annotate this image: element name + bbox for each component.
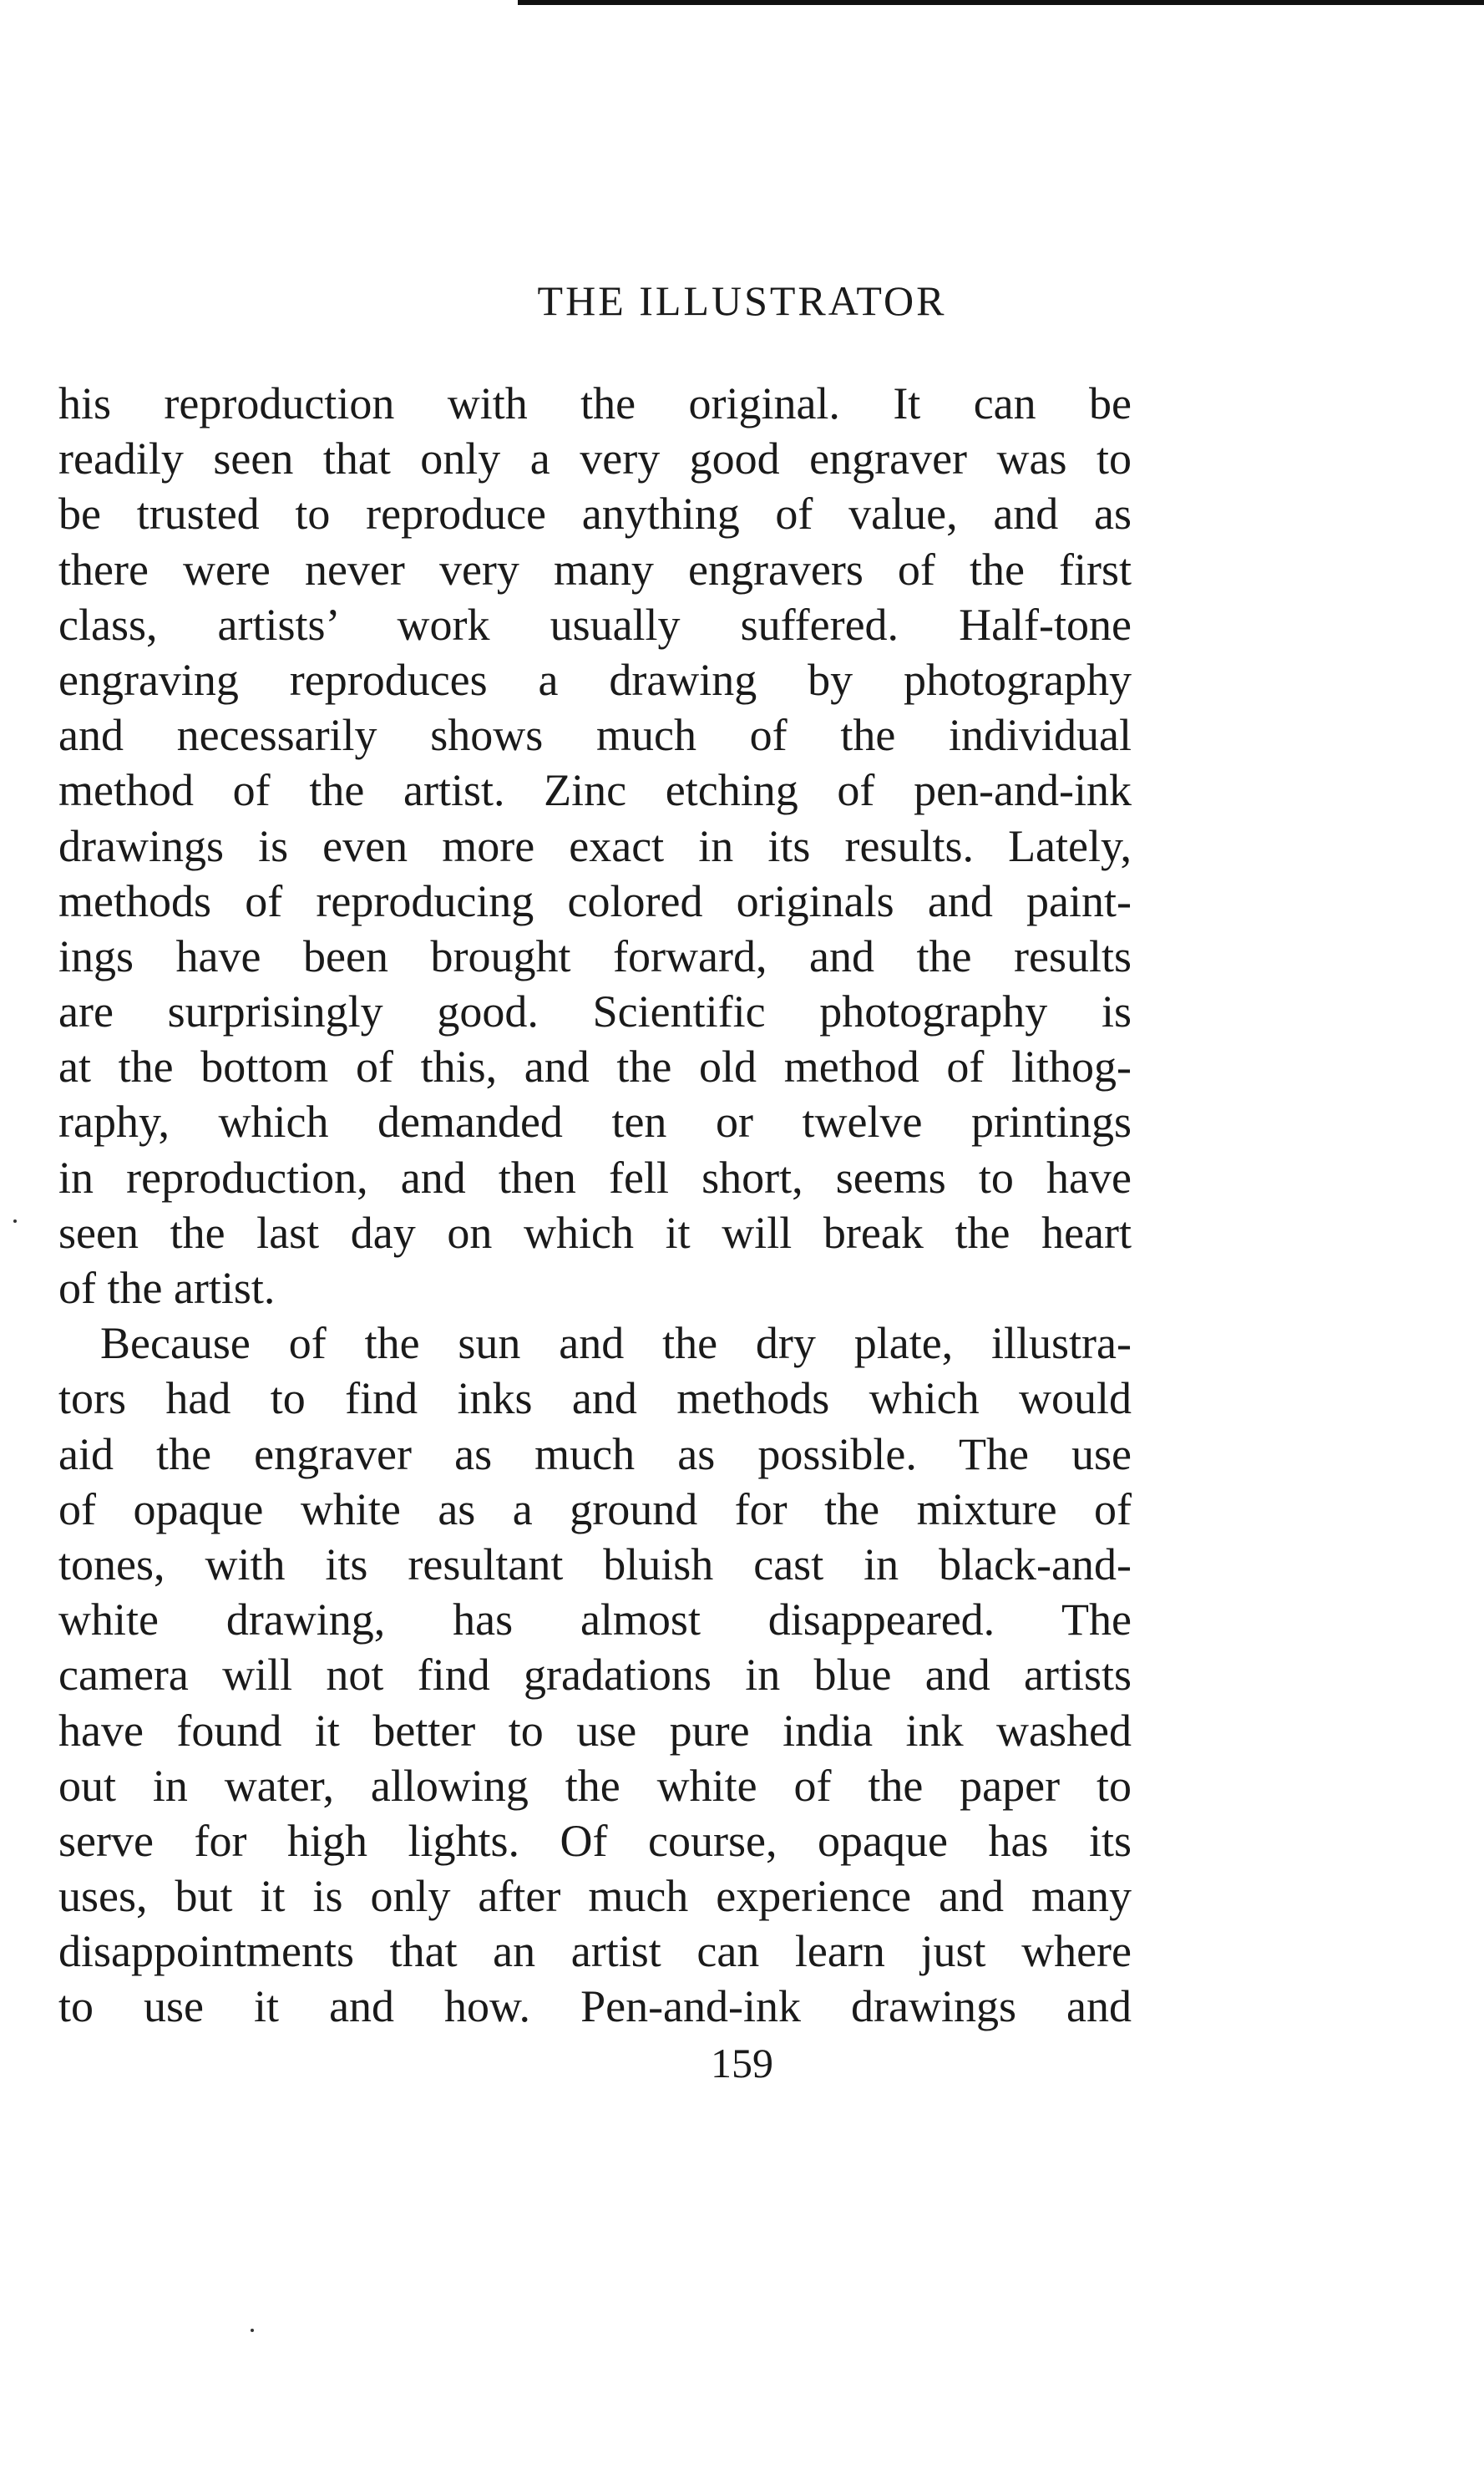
text-line: class, artists’ work usually suffered. Half-tone	[58, 599, 1132, 650]
text-line: readily seen that only a very good engraver was to	[58, 433, 1132, 484]
top-rule	[518, 0, 1484, 5]
paragraph-1	[58, 376, 1132, 1316]
text-line: his reproduction with the original. It can be	[58, 378, 1132, 428]
text-line: ings have been brought forward, and the results	[58, 930, 1132, 981]
text-line: to use it and how. Pen-and-ink drawings and	[58, 1981, 1132, 2032]
paper-speck	[251, 2329, 254, 2332]
text-line: there were never very many engravers of the first	[58, 544, 1132, 595]
text-line: engraving reproduces a drawing by photography	[58, 654, 1132, 705]
text-line: serve for high lights. Of course, opaque has its	[58, 1815, 1132, 1866]
paragraph-2	[58, 1316, 1132, 2034]
text-line: in reproduction, and then fell short, seems to have	[58, 1152, 1132, 1203]
text-line: Because of the sun and the dry plate, illustra-	[100, 1318, 1132, 1369]
body-text	[58, 376, 1132, 2035]
text-line: are surprisingly good. Scientific photography is	[58, 986, 1132, 1037]
text-line: uses, but it is only after much experience and many	[58, 1871, 1132, 1922]
text-line: raphy, which demanded ten or twelve printings	[58, 1097, 1132, 1148]
text-line: tors had to find inks and methods which would	[58, 1373, 1132, 1424]
paper-speck	[13, 1219, 17, 1223]
text-line: white drawing, has almost disappeared. The	[58, 1594, 1132, 1645]
running-head: THE ILLUSTRATOR	[537, 277, 947, 324]
text-line: and necessarily shows much of the individual	[58, 710, 1132, 761]
text-line: have found it better to use pure india ink washed	[58, 1705, 1132, 1756]
text-line: of opaque white as a ground for the mixture of	[58, 1483, 1132, 1534]
text-line: tones, with its resultant bluish cast in black-and-	[58, 1539, 1132, 1589]
text-line: method of the artist. Zinc etching of pen-and-ink	[58, 765, 1132, 816]
page-number: 159	[711, 2040, 773, 2086]
text-line: camera will not find gradations in blue and artists	[58, 1650, 1132, 1701]
text-line: be trusted to reproduce anything of value, and as	[58, 489, 1132, 540]
text-line: drawings is even more exact in its results. Lately,	[58, 820, 1132, 871]
text-line: out in water, allowing the white of the paper to	[58, 1760, 1132, 1811]
text-line: aid the engraver as much as possible. The use	[58, 1428, 1132, 1479]
text-line: of the artist.	[58, 1263, 276, 1313]
text-line: at the bottom of this, and the old method of lithog-	[58, 1042, 1132, 1093]
text-line: seen the last day on which it will break the heart	[58, 1207, 1132, 1258]
text-line: disappointments that an artist can learn just where	[58, 1926, 1132, 1977]
text-line: methods of reproducing colored originals and paint-	[58, 875, 1132, 926]
